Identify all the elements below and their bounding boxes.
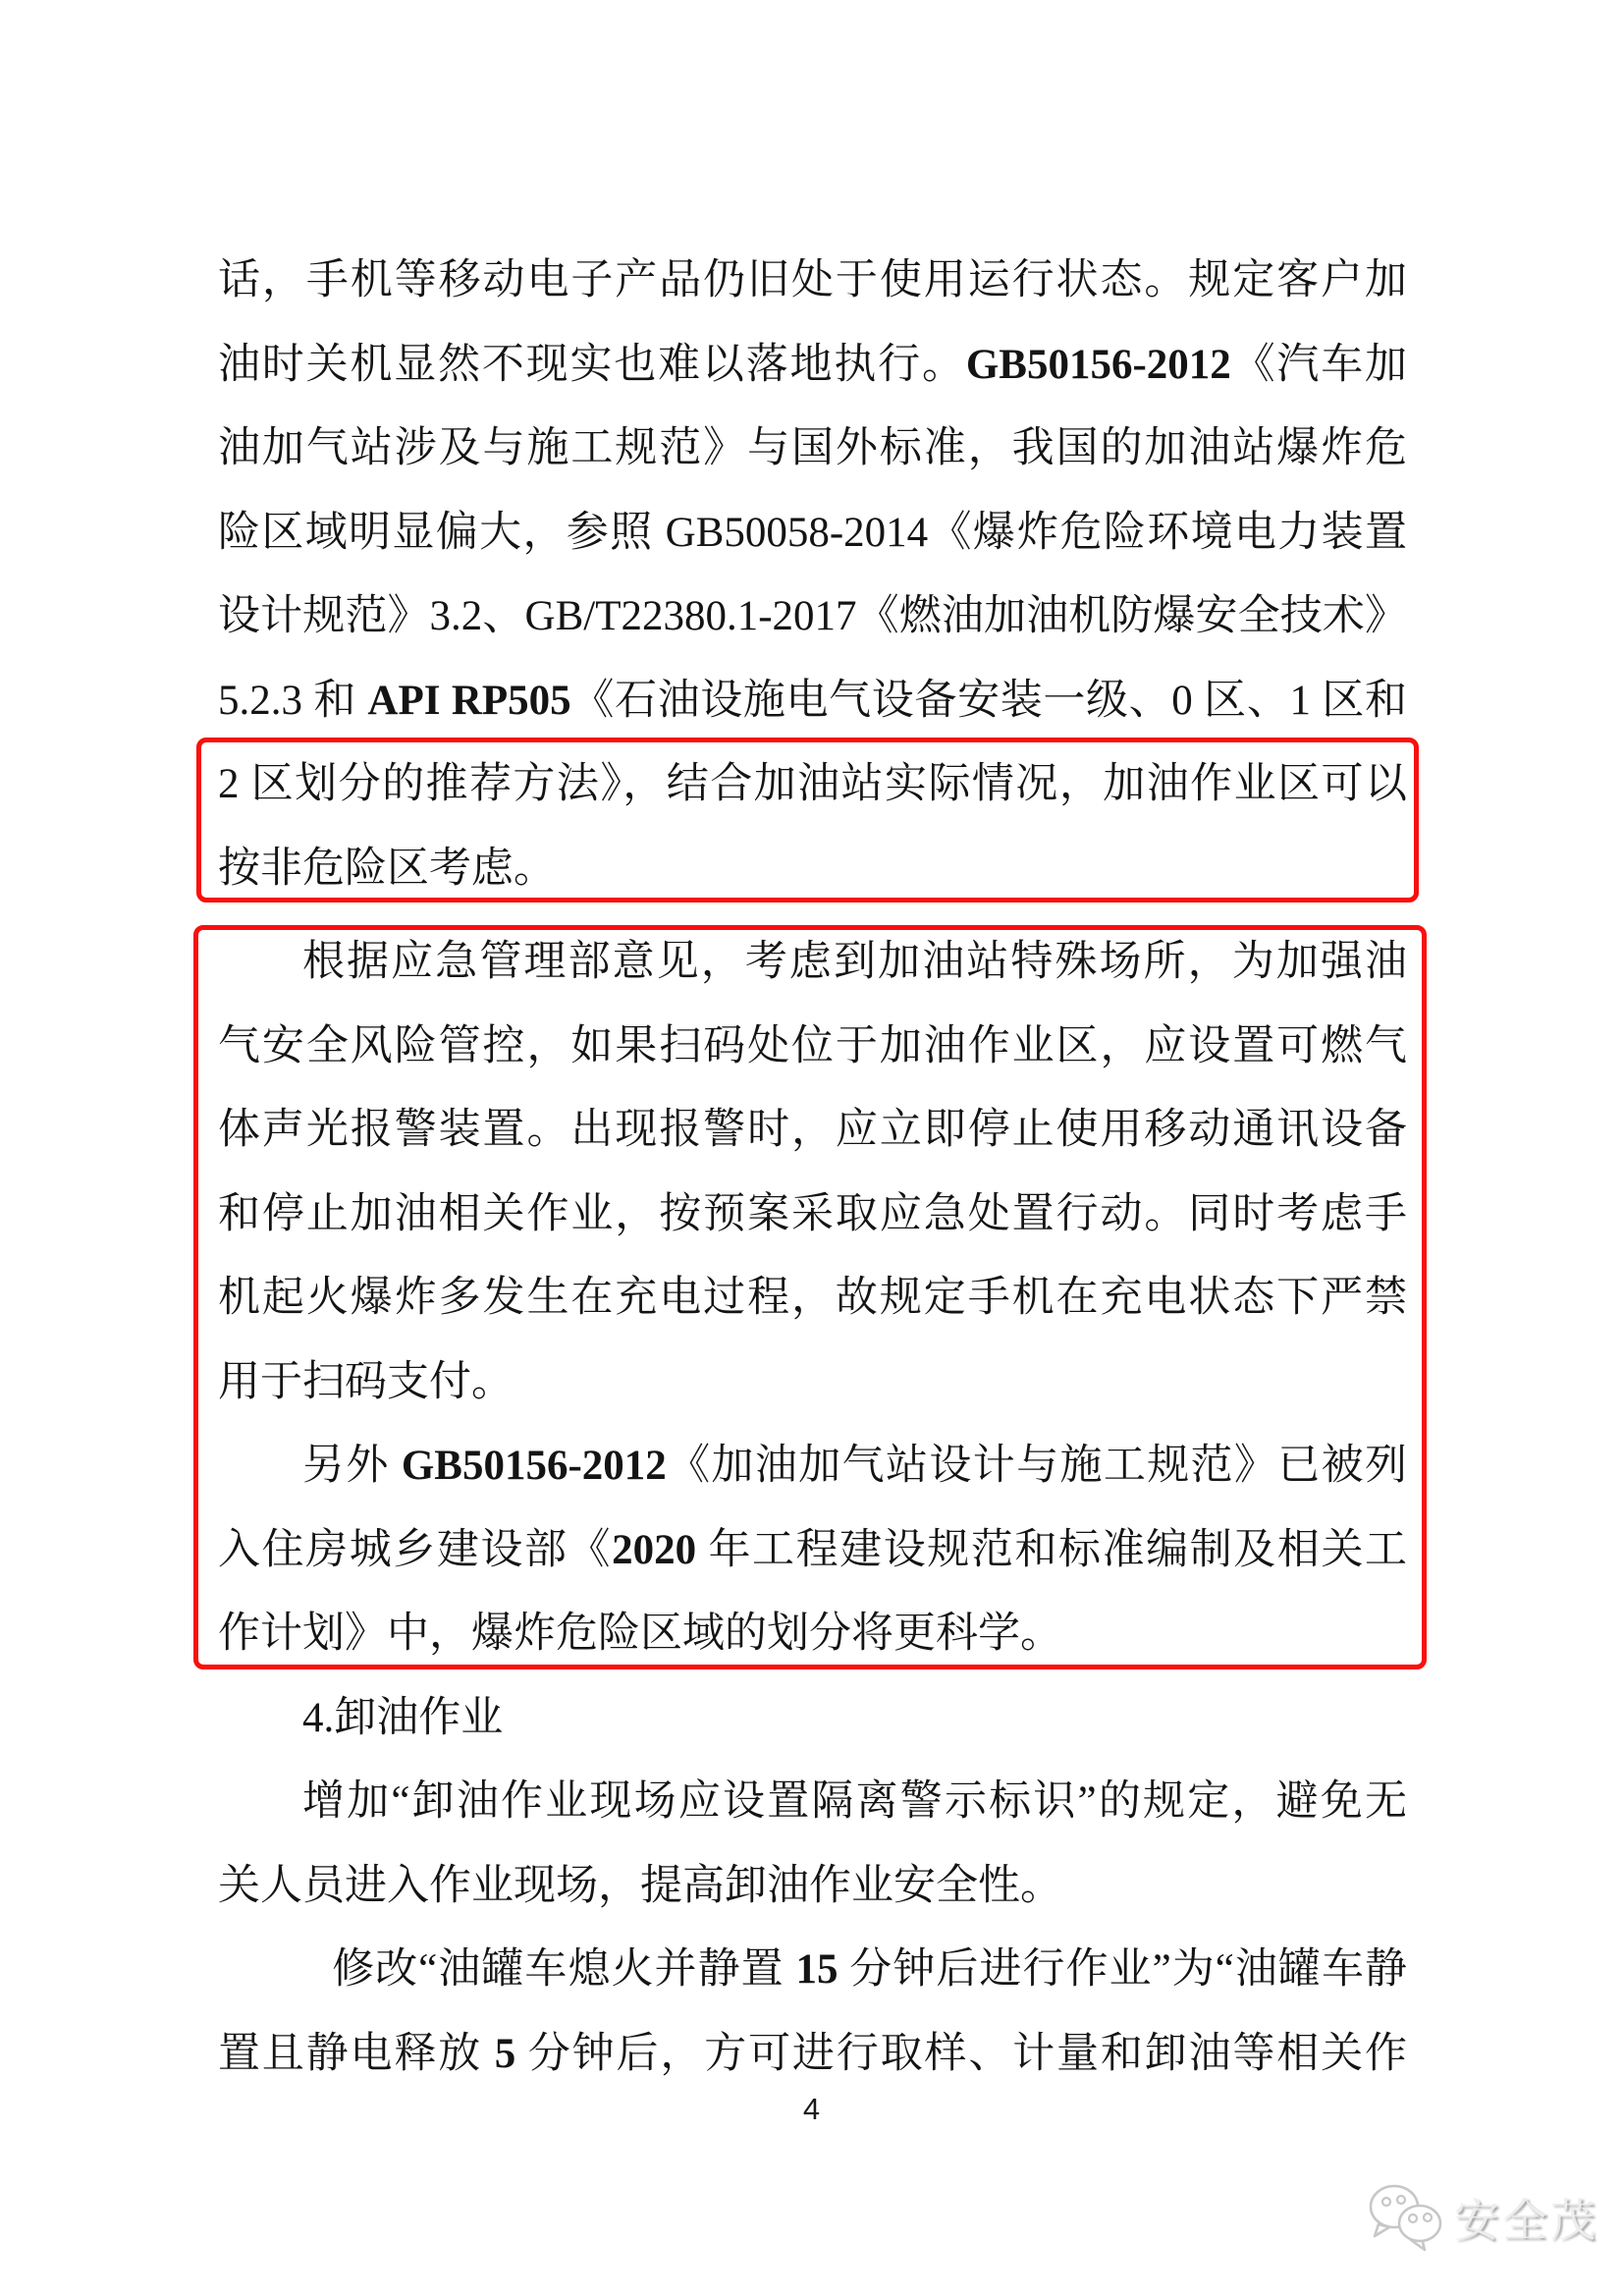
text-line [218,742,1407,827]
text-segment: 体声光报警装置。出现报警时，应立即停止使用移动通讯设备 [218,1107,1407,1153]
text-segment: 作计划》中，爆炸危险区域的划分将更科学。 [218,1611,1062,1657]
text-segment: 关人员进入作业现场，提高卸油作业安全性。 [218,1862,1062,1909]
text-line [218,407,1407,491]
text-segment: 《汽车加 [1230,341,1408,388]
text-segment: API RP505 [367,677,571,724]
text-line [218,1256,1407,1340]
text-segment: 5 [494,2030,516,2077]
text-segment: 话，手机等移动电子产品仍旧处于使用运行状态。规定客户加 [218,257,1407,303]
text-segment: 《石油设施电气设备安装一级、0 区、1 区和 [570,677,1407,724]
text-segment: 《加油加气站设计与施工规范》已被列 [666,1443,1408,1489]
text-line [218,827,1407,911]
text-segment: 油加气站涉及与施工规范》与国外标准，我国的加油站爆炸危 [218,425,1407,471]
watermark [1368,2182,1598,2253]
wechat-icon [1368,2182,1446,2253]
text-segment: 另外 [302,1443,402,1489]
text-line [218,1676,1407,1761]
text-segment: 按非危险区考虑。 [218,845,556,892]
text-line [218,1928,1407,2012]
text-segment: 增加“卸油作业现场应设置隔离警示标识”的规定，避免无 [302,1778,1407,1825]
text-segment: 油时关机显然不现实也难以落地执行。 [218,341,966,388]
text-line [218,1508,1407,1593]
text-line [218,1844,1407,1929]
text-segment: 4.卸油作业 [302,1694,504,1741]
text-segment: 气安全风险管控，如果扫码处位于加油作业区，应设置可燃气 [218,1022,1407,1069]
text-line [218,239,1407,323]
text-line [218,323,1407,408]
text-segment: 根据应急管理部意见，考虑到加油站特殊场所，为加强油 [302,939,1407,985]
text-line [218,1424,1407,1508]
text-line [218,920,1407,1005]
watermark-label: 安全茂 [1454,2195,1598,2246]
text-segment: 置且静电释放 [218,2030,495,2077]
text-segment: 分钟后进行作业”为“油罐车静 [838,1946,1408,1993]
text-segment: 15 [795,1946,839,1993]
text-segment: 入住房城乡建设部《 [218,1526,613,1573]
text-segment: 机起火爆炸多发生在充电过程，故规定手机在充电状态下严禁 [218,1275,1407,1321]
text-segment: 用于扫码支付。 [218,1358,514,1405]
text-line [218,1173,1407,1257]
text-line [218,1592,1407,1676]
page-number: 4 [802,2092,821,2126]
text-segment: GB50156-2012 [401,1443,667,1489]
text-line [218,1760,1407,1844]
text-line [218,1340,1407,1425]
text-segment: 5.2.3 和 [218,677,368,724]
text-column [218,239,1407,2096]
text-segment: 2020 [612,1526,697,1573]
text-segment: 设计规范》3.2、GB/T22380.1-2017《燃油加油机防爆安全技术》 [218,593,1407,639]
text-segment: 险区域明显偏大，参照 GB50058-2014《爆炸危险环境电力装置 [218,509,1407,556]
text-line [218,1005,1407,1089]
text-segment: 年工程建设规范和标准编制及相关工 [696,1526,1408,1573]
text-line [218,2012,1407,2097]
text-segment: GB50156-2012 [965,341,1231,388]
text-line [218,1088,1407,1173]
text-line [218,574,1407,659]
text-segment: 修改“油罐车熄火并静置 [332,1946,796,1993]
text-line [218,659,1407,743]
text-segment: 2 区划分的推荐方法》，结合加油站实际情况，加油作业区可以 [218,761,1407,807]
text-segment: 和停止加油相关作业，按预案采取应急处置行动。同时考虑手 [218,1190,1407,1237]
text-line [218,491,1407,575]
text-segment: 分钟后，方可进行取样、计量和卸油等相关作 [515,2030,1408,2077]
